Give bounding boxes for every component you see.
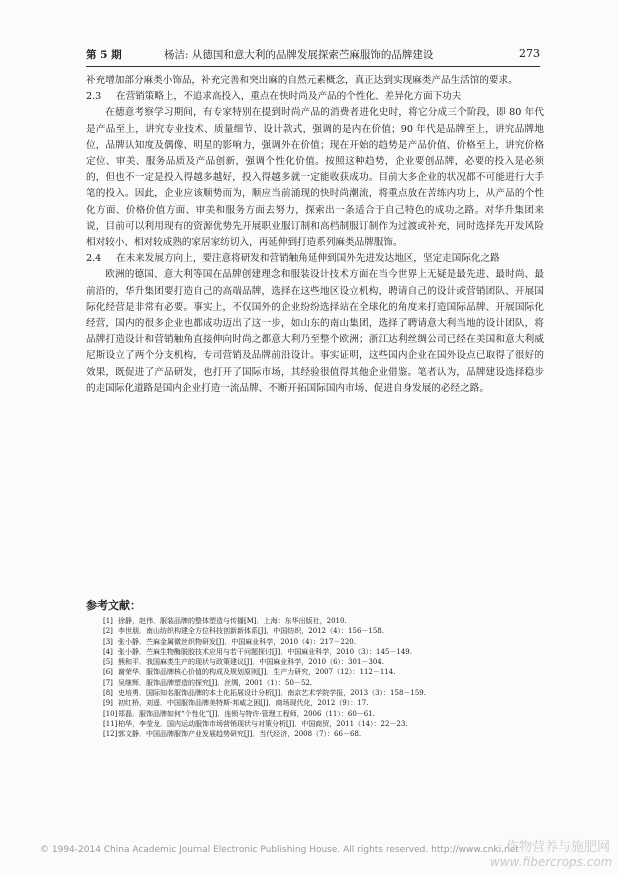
reference-number: [2]: [103, 627, 113, 636]
section-heading-text: 在未来发展方向上，要注意将研发和营销触角延伸到国外先进发达地区，坚定走国际化之路: [116, 253, 500, 265]
references-title: 参考文献：: [86, 599, 141, 612]
copyright-footer: © 1994-2014 China Academic Journal Electronic Publishing House. All rights reserved. http://www.cnki.net: [40, 845, 519, 855]
reference-number: [10]: [103, 709, 118, 718]
reference-item: [103, 647, 533, 657]
reference-item: [103, 667, 533, 677]
reference-number: [6]: [103, 668, 113, 677]
reference-item: [103, 678, 533, 688]
reference-number: [12]: [103, 730, 118, 739]
paragraph-marketing: 在德意考察学习期间，有专家特别在提到时尚产品的消费者进化史时，将它分成三个阶段，即 80 年代是产品至上，讲究专业技术、质量细节、设计款式，强调的是内在价值；90 年代是品牌至上，讲究品牌地位，品牌认知度及偶像、明星的影响力，强调外在价值；现在开始的趋势是产品价值、价格至上，讲究价格定位、审美、服务品质及产品创新，强调个性化价值。按照这种趋势，企业要创品牌，必要的投入是必须的，但也不一定是投入得越多越好，投入得越多就一定能收获成功。目前大多企业的状况都不可能进行大手笔的投入。因此，企业应该顺势而为，顺应当前涌现的快时尚潮流，将重点放在苦练内功上，从产品的个性化方面、价格价值方面、审美和服务方面去努力，探索出一条适合于自己特色的成功之路。对华升集团来说，目前可以利用现有的资源优势先开展职业服订制和高档制服订制作为过渡或补充，同时选择先开发风险相对较小、相对较成熟的家居家纺切入，再延伸到打造系列麻类品牌服饰。: [86, 107, 544, 249]
reference-number: [5]: [103, 658, 113, 667]
reference-item: [103, 637, 533, 647]
reference-item: [103, 688, 533, 698]
site-watermark: [490, 836, 613, 869]
article-body: [86, 73, 544, 397]
reference-number: [9]: [103, 699, 113, 708]
header-rule: [86, 66, 540, 67]
running-title: 杨洁: 从德国和意大利的品牌发展探索苎麻服饰的品牌建设: [164, 49, 434, 61]
reference-text: 张小静．苎麻金属微丝织物研发[J]．中国麻业科学，2010（4）：217－220.: [118, 637, 356, 646]
reference-list: [103, 616, 533, 740]
reference-number: [11]: [103, 719, 118, 728]
reference-text: 吴继辉．服饰品牌塑造的探究[J]．丝绸，2001（1）：50－52.: [118, 678, 313, 687]
reference-text: 徐静，赵伟．服装品牌的整体塑造与传播[M]．上海：东华出版社，2010.: [118, 617, 347, 625]
reference-number: [3]: [103, 637, 113, 646]
section-heading-2-4: [86, 251, 544, 267]
reference-item: [103, 698, 533, 708]
section-number: 2.3: [86, 91, 102, 103]
reference-item: [103, 626, 533, 636]
watermark-url: www.fibercrops.com: [490, 855, 613, 869]
running-header: [86, 47, 540, 65]
reference-text: 初红桥，刘遥．中国服饰品牌美特斯·邦威之困[J]．商场现代化，2012（9）：17.: [118, 699, 369, 708]
reference-text: 柏华，李莹龙．国内运动服饰市场营销现状与对策分析[J]．中国商贸，2011（14）：22－23.: [118, 719, 408, 728]
reference-item: [103, 657, 533, 667]
reference-text: 熊和平．我国麻类生产的现状与政策建议[J]．中国麻业科学，2010（6）：301－304.: [118, 658, 384, 667]
page-number: 273: [519, 47, 540, 60]
reference-item: [103, 709, 533, 719]
reference-text: 谢荣华．服饰品牌核心价值的构成及规划原则[J]．生产力研究，2007（12）：112－114.: [118, 668, 396, 677]
paragraph-intro: 补充增加部分麻类小饰品，补充完善和突出麻的自然元素概念，真正达到实现麻类产品生活馆的要求。: [86, 75, 518, 86]
reference-number: [1]: [103, 617, 113, 625]
reference-item: [103, 719, 533, 729]
section-heading-text: 在营销策略上，不追求高投入，重点在快时尚及产品的个性化、差异化方面下功夫: [116, 91, 462, 103]
reference-text: 郑磊．服饰品牌如何“个性化”[J]．连锁与特许·管理工程师，2006（11）：60－61.: [118, 709, 375, 718]
issue-number: 第 5 期: [86, 49, 122, 61]
watermark-title: 作物营养与施肥网: [505, 840, 610, 855]
reference-number: [7]: [103, 678, 113, 687]
paragraph-international: 欧洲的德国、意大利等国在品牌创建理念和服装设计技术方面在当今世界上无疑是最先进、最时尚、最前沿的，华升集团要打造自己的高端品牌，选择在这些地区设立机构，聘请自己的设计或营销团队、开展国际化经营是非常有必要。事实上，不仅国外的企业纷纷选择站在全球化的角度来打造国际品牌、开展国际化经营，国内的很多企业也都成功迈出了这一步，如山东的南山集团，选择了聘请意大利当地的设计团队，将品牌打造设计和营销触角直接伸向时尚之都意大利乃至整个欧洲；浙江达利丝绸公司已经在美国和意大利威尼斯设立了两个分支机构，专司营销及品牌前沿设计。事实证明，这些国内企业在国外设点已取得了很好的效果，既促进了产品研发，也打开了国际市场，其经验很值得其他企业借鉴。笔者认为，品牌建设选择稳步的走国际化道路是国内企业打造一流品牌、不断开拓国际国内市场、促进自身发展的必经之路。: [86, 269, 544, 394]
reference-text: 史培勇．国际知名服饰品牌的本土化拓展设计分析[J]．南京艺术学院学报，2013（3）：158－159.: [118, 689, 426, 698]
reference-item: [103, 616, 533, 626]
reference-item: [103, 729, 533, 739]
reference-number: [8]: [103, 689, 113, 698]
reference-text: 郭文静．中国品牌服饰产业发展趋势研究[J]．当代经济，2008（7）：66－68.: [118, 730, 362, 739]
reference-number: [4]: [103, 647, 113, 656]
section-heading-2-3: [86, 89, 544, 105]
section-number: 2.4: [86, 253, 102, 265]
reference-text: 张小静．苎麻生物酶脱胶技术应用与若干问题探讨[J]．中国麻业科学，2010（3）：145－149.: [118, 647, 412, 656]
reference-text: 李世朋．南山纺织构建全方位科技创新新体系[J]．中国纺织，2012（4）：156－158.: [118, 627, 384, 636]
